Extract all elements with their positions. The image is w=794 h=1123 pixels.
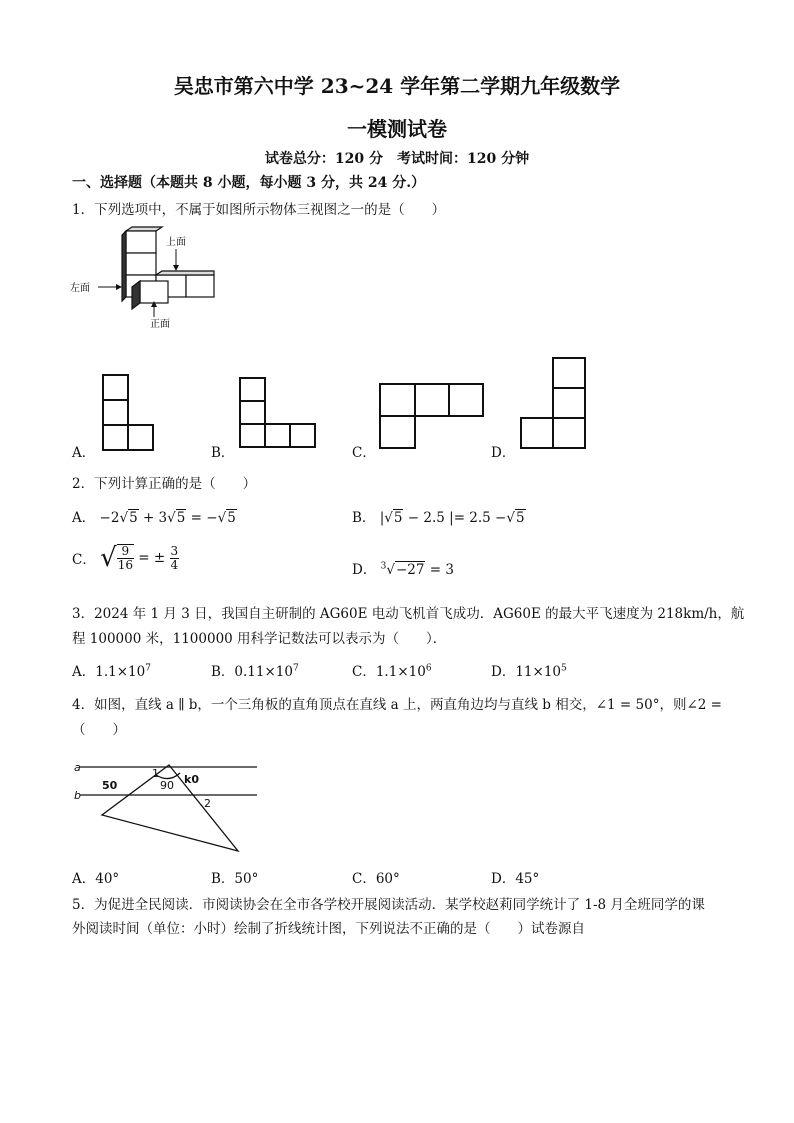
q3-c-exp: 6 — [425, 663, 432, 674]
q2-c-num2: 3 — [170, 543, 179, 558]
q2-c-den2: 4 — [170, 557, 179, 572]
q3-option-d — [491, 660, 567, 680]
q2-b-rad1: 5 — [393, 510, 403, 526]
q1-option-a-figure — [100, 372, 160, 452]
q4-option-b: B．50° — [211, 871, 259, 887]
q3-d-base: 11×10 — [515, 664, 561, 680]
q2-c-frac2 — [170, 545, 180, 572]
radical-icon: √ — [167, 510, 176, 526]
q2-c-den1: 16 — [117, 558, 133, 572]
q2-d-rad: −27 — [395, 562, 425, 578]
q2-a-eq: = − — [190, 510, 218, 526]
q5-stem-line1: 5．为促进全民阅读．市阅读协会在全市各学校开展阅读活动．某学校赵莉同学统计了 1-8 月全班同学的课 — [72, 897, 705, 913]
q3-option-b — [211, 660, 299, 680]
q2-c-num1: 9 — [117, 545, 134, 559]
q1-option-d-figure — [519, 356, 589, 450]
q2-b-rad2: 5 — [515, 510, 525, 526]
q2-c-eq: = ± — [138, 550, 166, 566]
q1-figure — [70, 225, 220, 335]
q2-b-mid: − 2.5 |= 2.5 − — [407, 510, 507, 526]
radical-icon: √ — [386, 562, 395, 578]
q1-stem: 1．下列选项中，不属于如图所示物体三视图之一的是（ ） — [72, 202, 446, 218]
fig-label-k: k0 — [184, 773, 199, 786]
q3-c-base: 1.1×10 — [375, 664, 426, 680]
q3-d-exp: 5 — [561, 663, 567, 674]
q1-option-a-label: A． — [72, 445, 96, 461]
q3-option-a — [72, 660, 151, 680]
q4-option-a: A．40° — [72, 871, 120, 887]
radical-icon: √ — [217, 510, 227, 526]
q2-a-pre: −2 — [99, 510, 120, 526]
q2-a-label: A． — [72, 510, 96, 526]
q3-b-label: B． — [211, 664, 235, 680]
q3-stem-line1: 3．2024 年 1 月 3 日，我国自主研制的 AG60E 电动飞机首飞成功．AG60E 的最大平飞速度为 218km/h，航 — [72, 606, 745, 622]
exam-info: 试卷总分：120 分 考试时间：120 分钟 — [264, 151, 530, 167]
q4-stem-line1: 4．如图，直线 a ∥ b，一个三角板的直角顶点在直线 a 上，两直角边均与直线 b 相交，∠1 = 50°，则∠2 = — [72, 697, 722, 713]
q3-a-exp: 7 — [145, 663, 151, 674]
q1-option-c-label: C． — [352, 445, 376, 461]
q2-b-pre: | — [379, 510, 385, 526]
q3-b-base: 0.11×10 — [234, 664, 293, 680]
fig-label-50: 50 — [102, 779, 118, 792]
q1-option-b-figure — [238, 376, 318, 451]
q3-a-base: 1.1×10 — [95, 664, 146, 680]
q2-d-label: D． — [352, 562, 377, 578]
q1-option-c-figure — [377, 381, 487, 451]
q3-option-c — [352, 660, 432, 680]
q2-a-rad3: 5 — [227, 510, 236, 526]
radical-icon: √ — [506, 510, 515, 526]
page-title-line2: 一模测试卷 — [347, 117, 447, 141]
q1-option-b-label: B． — [211, 445, 235, 461]
q2-option-a — [72, 506, 237, 526]
fig-label-front: 正面 — [150, 319, 170, 330]
q4-option-c: C．60° — [352, 871, 400, 887]
q3-b-exp: 7 — [292, 663, 299, 674]
q2-option-c — [72, 543, 179, 573]
q4-option-d: D．45° — [491, 871, 540, 887]
q3-d-label: D． — [491, 664, 516, 680]
q2-stem: 2．下列计算正确的是（ ） — [72, 476, 257, 492]
fig-label-a: a — [74, 761, 81, 774]
q2-b-label: B． — [352, 510, 376, 526]
q3-c-label: C． — [352, 664, 376, 680]
q2-option-b — [352, 506, 526, 526]
radical-icon: √ — [100, 543, 117, 573]
q3-stem-line2: 程 100000 米，1100000 用科学记数法可以表示为（ ）． — [72, 631, 447, 647]
fig-label-left: 左面 — [70, 283, 90, 294]
fig-label-top: 上面 — [166, 237, 186, 248]
q1-option-d-label: D． — [491, 445, 516, 461]
q2-option-d — [352, 558, 454, 578]
q2-a-rad1: 5 — [129, 510, 138, 526]
fig-label-b: b — [74, 789, 81, 802]
radical-icon: √ — [384, 510, 393, 526]
q2-a-mid: + 3 — [142, 510, 168, 526]
q2-a-rad2: 5 — [176, 510, 186, 526]
fig-label-ang: 90 — [160, 779, 174, 792]
q2-d-index: 3 — [380, 561, 387, 572]
radical-icon: √ — [119, 510, 129, 526]
fig-label-1: 1 — [152, 767, 159, 780]
q2-c-frac1 — [117, 544, 134, 572]
q2-d-eq: = 3 — [429, 562, 454, 578]
section-heading: 一、选择题（本题共 8 小题，每小题 3 分，共 24 分.） — [72, 175, 426, 191]
q4-stem-line2: （ ） — [72, 722, 126, 738]
fig-label-2: 2 — [204, 797, 211, 810]
q4-figure — [72, 755, 262, 855]
q2-c-label: C． — [72, 552, 96, 568]
q3-a-label: A． — [72, 664, 96, 680]
page-title-line1: 吴忠市第六中学 23~24 学年第二学期九年级数学 — [173, 74, 621, 98]
q5-stem-line2: 外阅读时间（单位：小时）绘制了折线统计图，下列说法不正确的是（ ）试卷源自 — [72, 921, 585, 937]
